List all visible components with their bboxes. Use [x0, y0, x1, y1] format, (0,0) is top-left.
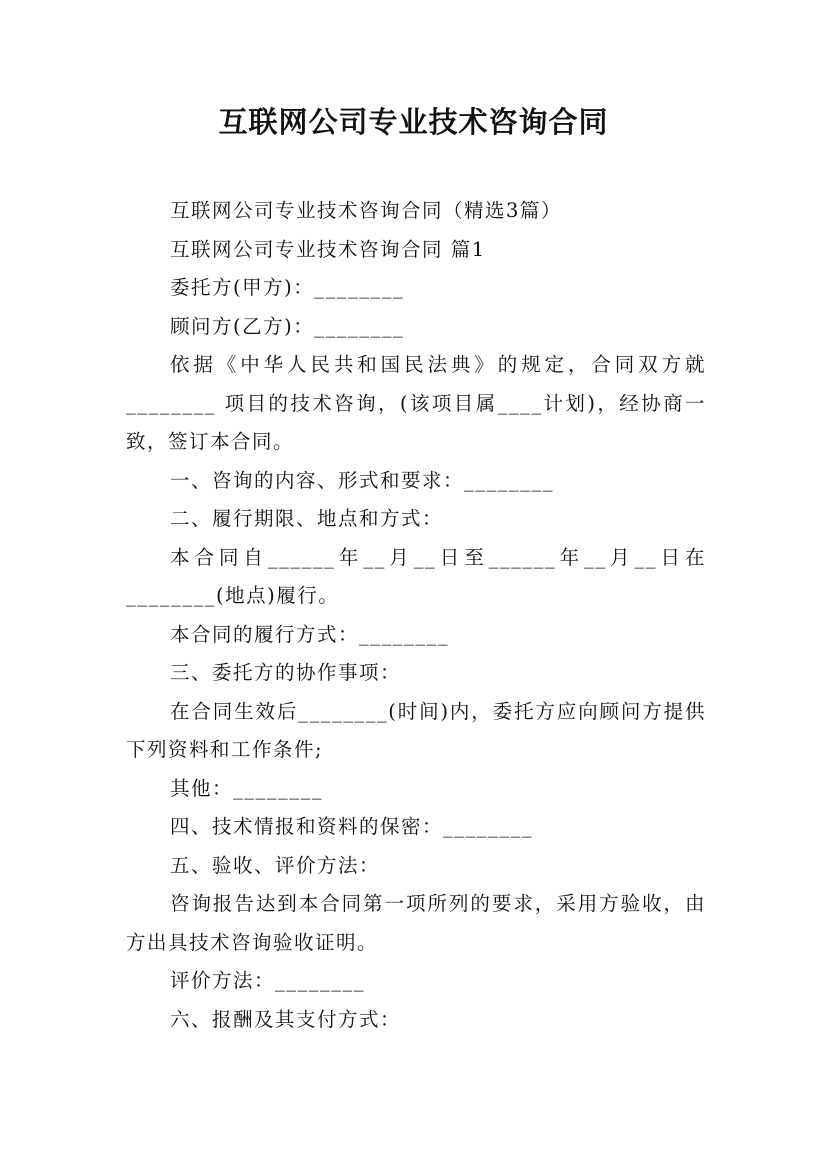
paragraph-preamble: 依据《中华人民共和国民法典》的规定，合同双方就________ 项目的技术咨询，(该项目属____计划)，经协商一致，签订本合同。	[126, 353, 706, 453]
paragraph-section-4: 四、技术情报和资料的保密：________	[170, 815, 534, 838]
paragraph-section-3: 三、委托方的协作事项：	[170, 661, 402, 684]
paragraph-section-2: 二、履行期限、地点和方式：	[170, 507, 444, 530]
page-title: 互联网公司专业技术咨询合同	[218, 105, 609, 139]
paragraph-part-heading: 互联网公司专业技术咨询合同 篇1	[170, 237, 486, 261]
paragraph-acceptance: 咨询报告达到本合同第一项所列的要求，采用方验收，由 方出具技术咨询验收证明。	[126, 892, 706, 954]
paragraph-other: 其他：________	[170, 776, 324, 800]
paragraph-materials: 在合同生效后________(时间)内，委托方应向顾问方提供下列资料和工作条件;	[126, 699, 706, 761]
paragraph-collection-title: 互联网公司专业技术咨询合同（精选3篇）	[170, 199, 562, 222]
paragraph-section-5: 五、验收、评价方法：	[170, 853, 381, 877]
paragraph-consultant-party: 顾问方(乙方)：________	[170, 314, 405, 338]
paragraph-section-1: 一、咨询的内容、形式和要求：________	[170, 468, 555, 492]
paragraph-client-party: 委托方(甲方)：________	[170, 276, 405, 299]
paragraph-section-6: 六、报酬及其支付方式：	[170, 1007, 402, 1031]
document-body	[126, 192, 706, 1039]
paragraph-evaluation-method: 评价方法：________	[170, 969, 366, 992]
paragraph-term-dates: 本合同自______年__月__日至______年__月__日在________(地点)履行。	[126, 545, 706, 607]
paragraph-performance-method: 本合同的履行方式：________	[170, 622, 450, 646]
